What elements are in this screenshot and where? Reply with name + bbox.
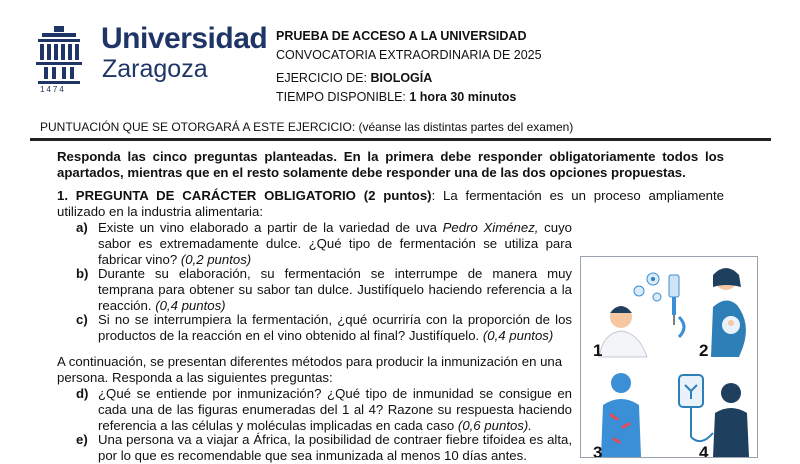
header-divider	[30, 138, 771, 141]
exam-convocatoria: CONVOCATORIA EXTRAORDINARIA DE 2025	[276, 48, 542, 62]
figure-number-3: 3	[593, 443, 603, 458]
person-4-icon	[713, 383, 749, 457]
logo-year: 1474	[40, 85, 66, 94]
score-line	[40, 120, 573, 134]
question-item-d	[76, 386, 572, 434]
item-points: (0,4 puntos)	[155, 298, 226, 313]
pregnant-woman-icon	[711, 268, 746, 357]
item-label: d)	[76, 386, 89, 401]
question-item-b	[76, 266, 572, 314]
item-points: (0,6 puntos).	[457, 418, 532, 433]
logo-city-name: Zaragoza	[102, 55, 208, 83]
university-seal-logo	[34, 26, 84, 106]
exercise-label: EJERCICIO DE:	[276, 71, 371, 85]
immunization-figure	[580, 256, 758, 458]
item-label: c)	[76, 312, 88, 327]
figure-number-1: 1	[593, 341, 603, 360]
item-points: (0,4 puntos)	[482, 328, 554, 343]
item-text: Existe un vino elaborado a partir de la variedad de uva	[98, 220, 443, 235]
question-1-lead	[57, 188, 724, 220]
person-3-icon	[601, 373, 641, 457]
immunization-illustration	[581, 257, 757, 457]
immunization-lead: A continuación, se presentan diferentes métodos para producir la inmunización en una persona. Responda a las siguientes preguntas:	[57, 354, 563, 385]
question-item-c	[76, 312, 572, 344]
item-text: Una persona va a viajar a África, la posibilidad de contraer fiebre tifoidea es alta, por lo que es recomendable que sea inmunizada al menos 10 días antes.	[98, 432, 572, 463]
question-item-e	[76, 432, 572, 464]
time-label: TIEMPO DISPONIBLE:	[276, 90, 410, 104]
item-text-cont: cuyo sabor es extremadamente dulce. ¿Qué tipo de fermentación se utiliza para fabricar vino?	[98, 220, 572, 267]
exercise-line	[276, 71, 432, 85]
exam-title: PRUEBA DE ACCESO A LA UNIVERSIDAD	[276, 29, 527, 43]
figure-number-4: 4	[699, 443, 709, 458]
item-text: Si no se interrumpiera la fermentación, ¿qué ocurriría con la proporción de los productos de la reacción en el vino obtenido al final? Justifíquelo.	[98, 312, 572, 343]
item-label: e)	[76, 432, 88, 447]
exercise-subject: BIOLOGÍA	[370, 71, 433, 85]
score-note: (véanse las distintas partes del examen)	[358, 120, 574, 134]
iv-bag-icon	[679, 375, 713, 441]
item-text-italic: Pedro Ximénez,	[442, 220, 539, 235]
logo-university-name: Universidad	[101, 22, 268, 55]
question-1-lead-text: : La fermentación es un proceso ampliamente utilizado en la industria alimentaria:	[57, 188, 724, 219]
vaccine-syringe-icon	[634, 273, 684, 337]
item-label: b)	[76, 266, 89, 281]
item-points: (0,2 puntos)	[180, 252, 252, 267]
time-line	[276, 90, 516, 104]
instructions: Responda las cinco preguntas planteadas. En la primera debe responder obligatoriamente todos los apartados, mientras que en el resto solamente debe responder una de las dos opciones propuestas.	[57, 149, 724, 180]
score-label: PUNTUACIÓN QUE SE OTORGARÁ A ESTE EJERCICIO:	[40, 120, 359, 134]
time-value: 1 hora 30 minutos	[409, 90, 517, 104]
item-text: Durante su elaboración, su fermentación se interrumpe de manera muy temprana para obtener su sabor tan dulce. Justifíquelo haciendo referencia a la reacción.	[98, 266, 572, 313]
person-1-icon	[599, 306, 647, 357]
figure-number-2: 2	[699, 341, 709, 360]
item-text: ¿Qué se entiende por inmunización? ¿Qué tipo de inmunidad se consigue en cada una de las figuras enumeradas del 1 al 4? Razone su respuesta haciendo referencia a las células y moléculas implicadas en cada caso	[98, 386, 572, 433]
question-item-a	[76, 220, 572, 268]
question-1-heading: 1. PREGUNTA DE CARÁCTER OBLIGATORIO (2 puntos)	[57, 188, 432, 203]
item-label: a)	[76, 220, 88, 235]
